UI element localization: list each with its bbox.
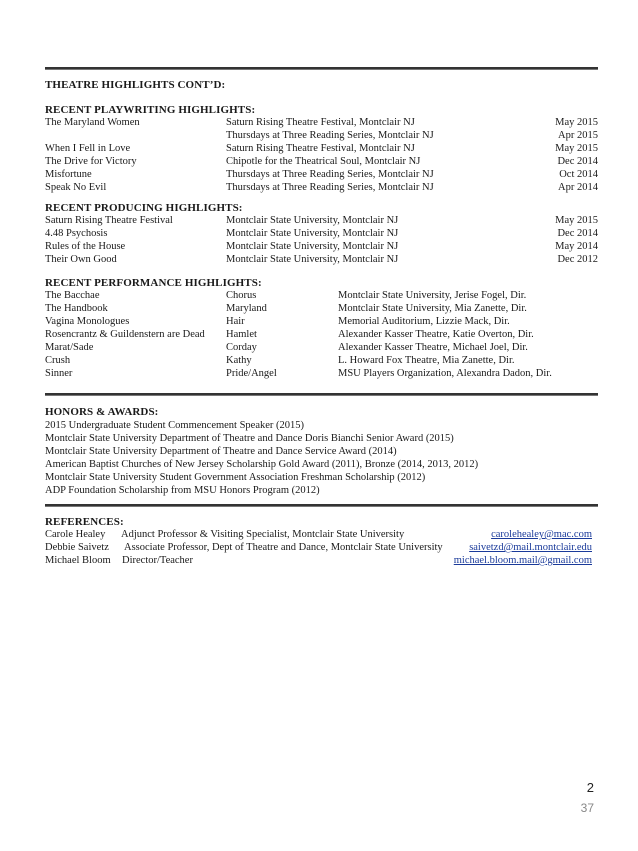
perf-venue: MSU Players Organization, Alexandra Dadon, Dir.	[338, 368, 552, 379]
performance-row	[0, 329, 638, 343]
play-date: Apr 2014	[558, 182, 598, 193]
play-venue: Chipotle for the Theatrical Soul, Montclair NJ	[226, 156, 421, 167]
play-venue: Thursdays at Three Reading Series, Montclair NJ	[226, 169, 434, 180]
performance-row	[0, 368, 638, 382]
prod-venue: Montclair State University, Montclair NJ	[226, 215, 399, 226]
reference-email-link[interactable]: michael.bloom.mail@gmail.com	[453, 555, 592, 566]
prod-date: May 2014	[555, 241, 598, 252]
honor-item: 2015 Undergraduate Student Commencement Speaker (2015)	[45, 420, 305, 431]
performance-row	[0, 355, 638, 369]
performance-row	[0, 342, 638, 356]
perf-venue: Montclair State University, Jerise Fogel, Dir.	[338, 290, 527, 301]
page-number: 2	[586, 780, 594, 795]
reference-row	[0, 555, 638, 569]
prod-title: Rules of the House	[45, 241, 126, 252]
reference-row	[0, 542, 638, 556]
prod-date: Dec 2012	[557, 254, 598, 265]
honor-item: Montclair State University Department of Theatre and Dance Doris Bianchi Senior Award (2015)	[45, 433, 454, 444]
play-venue: Saturn Rising Theatre Festival, Montclair NJ	[226, 117, 415, 128]
producing-row	[0, 254, 638, 268]
honor-item: ADP Foundation Scholarship from MSU Honors Program (2012)	[45, 485, 320, 496]
perf-venue: Montclair State University, Mia Zanette, Dir.	[338, 303, 527, 314]
playwriting-row	[0, 130, 638, 144]
honor-item: American Baptist Churches of New Jersey Scholarship Gold Award (2011), Bronze (2014, 2013, 2012)	[45, 459, 479, 470]
perf-title: Rosencrantz & Guildenstern are Dead	[45, 329, 205, 340]
prod-date: May 2015	[555, 215, 598, 226]
section-divider	[45, 393, 598, 396]
reference-name: Carole Healey	[45, 529, 106, 540]
play-date: May 2015	[555, 143, 598, 154]
play-venue: Thursdays at Three Reading Series, Montclair NJ	[226, 182, 434, 193]
playwriting-row	[0, 169, 638, 183]
perf-title: Marat/Sade	[45, 342, 94, 353]
reference-name: Michael Bloom	[45, 555, 111, 566]
page-title: THEATRE HIGHLIGHTS CONT’D:	[45, 79, 226, 91]
producing-heading: RECENT PRODUCING HIGHLIGHTS:	[45, 202, 243, 214]
honor-item: Montclair State University Student Government Association Freshman Scholarship (2012)	[45, 472, 426, 483]
prod-venue: Montclair State University, Montclair NJ	[226, 254, 399, 265]
prod-venue: Montclair State University, Montclair NJ	[226, 228, 399, 239]
performance-row	[0, 303, 638, 317]
section-divider	[45, 504, 598, 507]
perf-venue: Alexander Kasser Theatre, Katie Overton, Dir.	[338, 329, 534, 340]
reference-email-link[interactable]: saivetzd@mail.montclair.edu	[469, 542, 592, 553]
play-title: Misfortune	[45, 169, 92, 180]
performance-row	[0, 316, 638, 330]
perf-venue: Memorial Auditorium, Lizzie Mack, Dir.	[338, 316, 510, 327]
playwriting-heading: RECENT PLAYWRITING HIGHLIGHTS:	[45, 104, 256, 116]
producing-row	[0, 215, 638, 229]
play-venue: Saturn Rising Theatre Festival, Montclair NJ	[226, 143, 415, 154]
play-venue: Thursdays at Three Reading Series, Montclair NJ	[226, 130, 434, 141]
play-title: Speak No Evil	[45, 182, 107, 193]
performance-heading: RECENT PERFORMANCE HIGHLIGHTS:	[45, 277, 262, 289]
prod-venue: Montclair State University, Montclair NJ	[226, 241, 399, 252]
honors-heading: HONORS & AWARDS:	[45, 406, 159, 418]
play-title: The Drive for Victory	[45, 156, 137, 167]
prod-date: Dec 2014	[557, 228, 598, 239]
producing-row	[0, 228, 638, 242]
perf-role: Pride/Angel	[226, 368, 277, 379]
prod-title: Saturn Rising Theatre Festival	[45, 215, 173, 226]
playwriting-row	[0, 156, 638, 170]
perf-title: The Bacchae	[45, 290, 100, 301]
top-divider	[45, 67, 598, 70]
performance-row	[0, 290, 638, 304]
reference-row	[0, 529, 638, 543]
reference-role: Associate Professor, Dept of Theatre and Dance, Montclair State University	[124, 542, 443, 553]
prod-title: Their Own Good	[45, 254, 117, 265]
perf-role: Hair	[226, 316, 245, 327]
perf-role: Kathy	[226, 355, 252, 366]
reference-role: Director/Teacher	[122, 555, 193, 566]
perf-title: Sinner	[45, 368, 73, 379]
perf-title: The Handbook	[45, 303, 108, 314]
reference-email-link[interactable]: carolehealey@mac.com	[491, 529, 592, 540]
play-date: Oct 2014	[559, 169, 598, 180]
perf-title: Vagina Monologues	[45, 316, 130, 327]
playwriting-row	[0, 143, 638, 157]
reference-name: Debbie Saivetz	[45, 542, 109, 553]
slide-number: 37	[580, 801, 594, 815]
play-date: Dec 2014	[557, 156, 598, 167]
perf-role: Hamlet	[226, 329, 257, 340]
prod-title: 4.48 Psychosis	[45, 228, 108, 239]
perf-role: Chorus	[226, 290, 257, 301]
producing-row	[0, 241, 638, 255]
play-title: When I Fell in Love	[45, 143, 131, 154]
play-date: Apr 2015	[558, 130, 598, 141]
play-date: May 2015	[555, 117, 598, 128]
references-heading: REFERENCES:	[45, 516, 124, 528]
playwriting-row	[0, 182, 638, 196]
reference-role: Adjunct Professor & Visiting Specialist, Montclair State University	[121, 529, 405, 540]
perf-role: Maryland	[226, 303, 267, 314]
honor-item: Montclair State University Department of Theatre and Dance Service Award (2014)	[45, 446, 397, 457]
playwriting-row	[0, 117, 638, 131]
perf-venue: L. Howard Fox Theatre, Mia Zanette, Dir.	[338, 355, 515, 366]
perf-venue: Alexander Kasser Theatre, Michael Joel, Dir.	[338, 342, 528, 353]
perf-title: Crush	[45, 355, 71, 366]
play-title: The Maryland Women	[45, 117, 140, 128]
perf-role: Corday	[226, 342, 257, 353]
